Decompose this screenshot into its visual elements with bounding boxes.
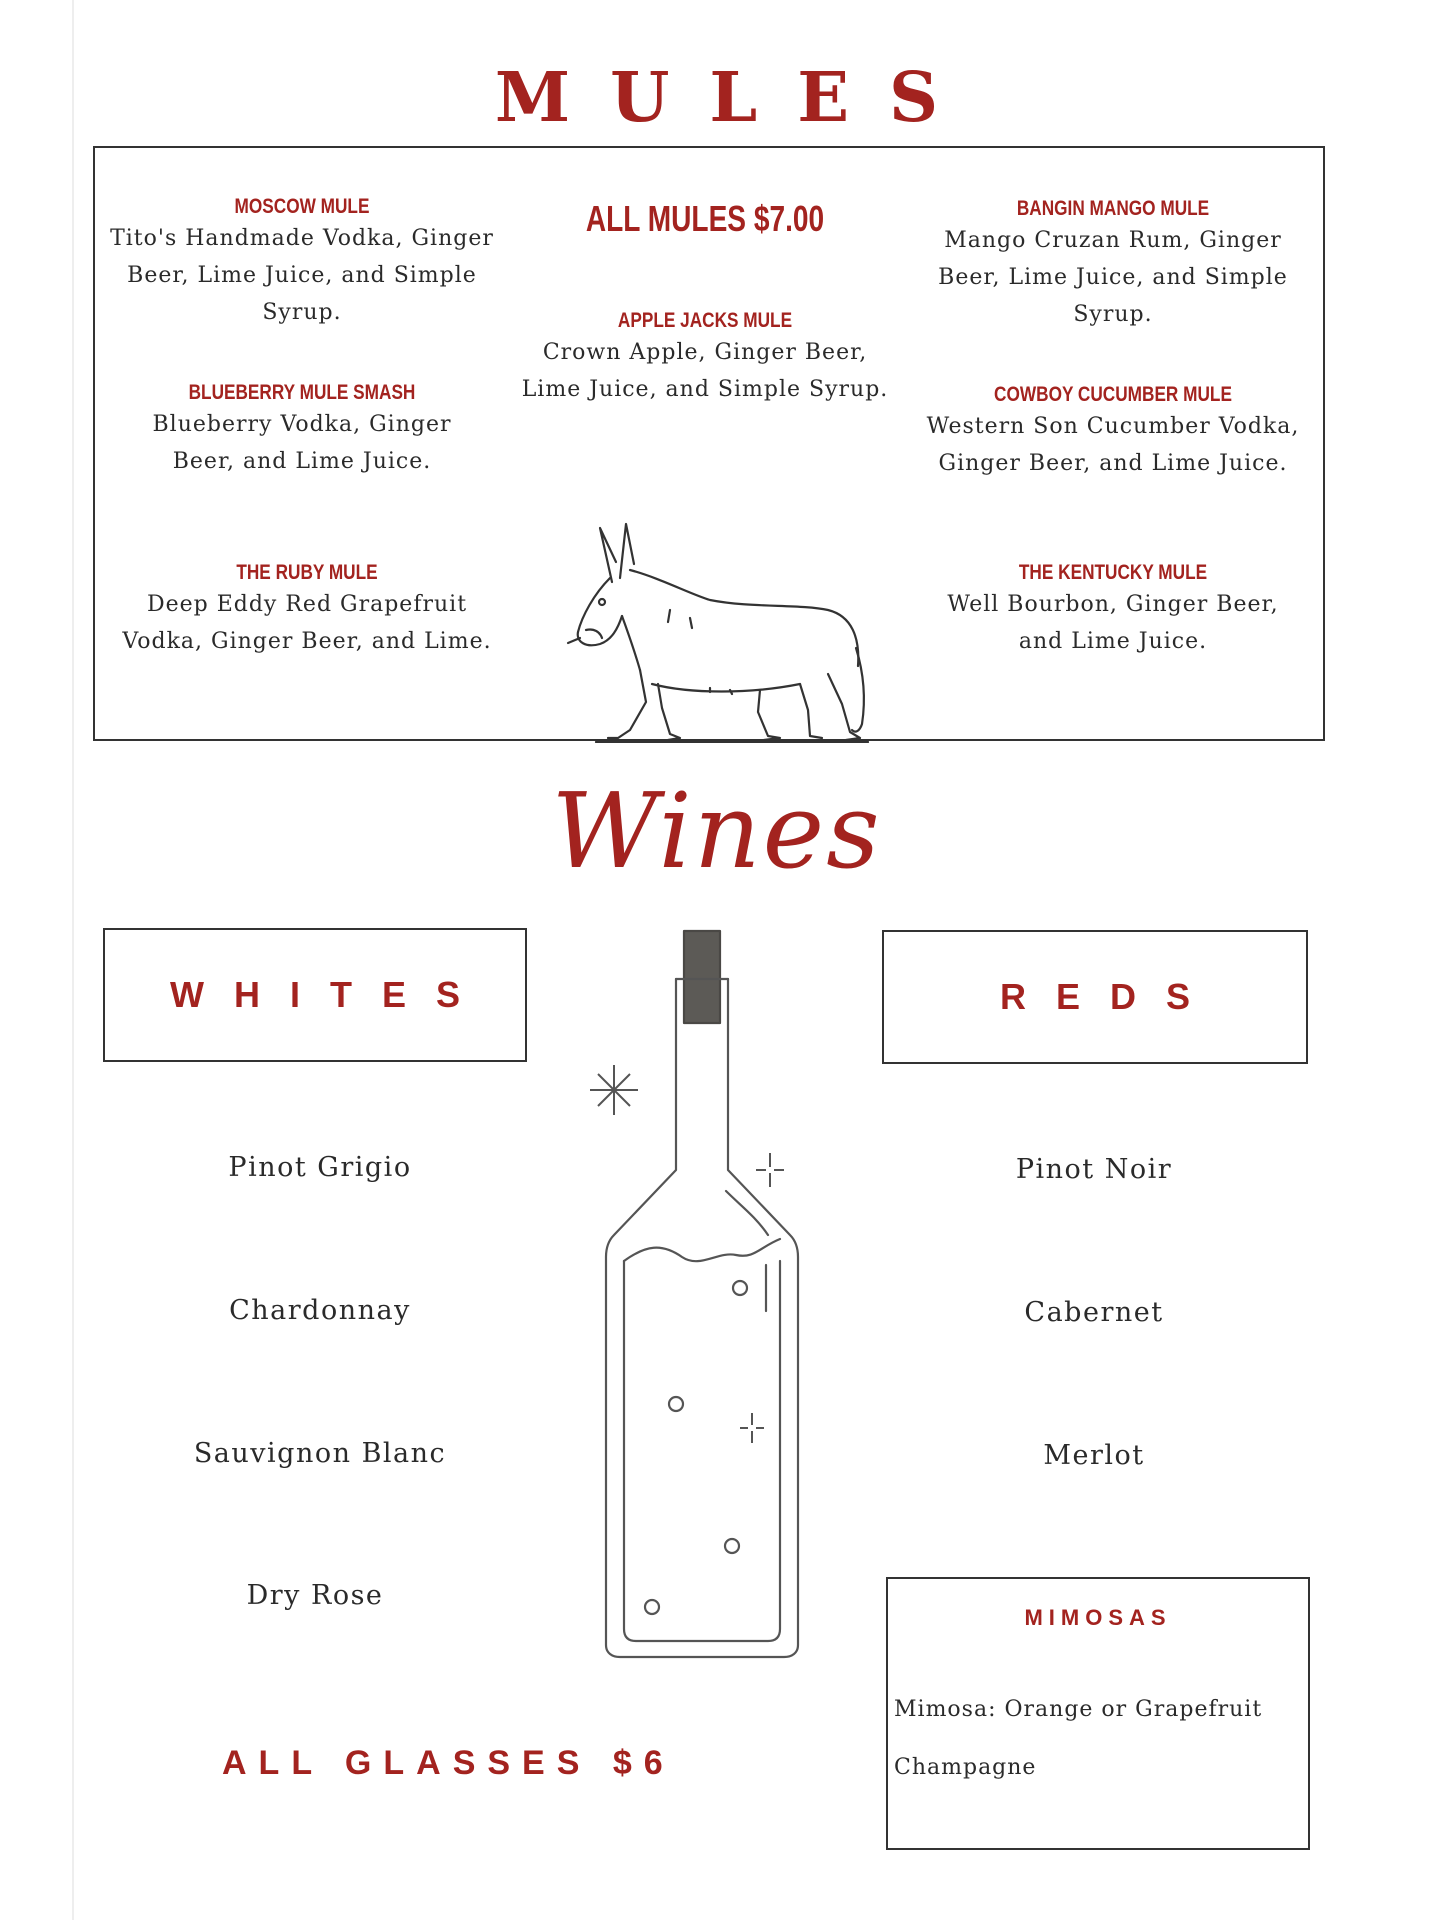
mimosa-line-2: Champagne [894,1755,1037,1780]
mimosa-line-1: Mimosa: Orange or Grapefruit [894,1697,1263,1722]
drink-name: APPLE JACKS MULE [617,309,793,332]
all-glasses-price: ALL GLASSES $6 [222,1744,675,1782]
mimosas-title: MIMOSAS [1024,1605,1172,1630]
price-note: ALL MULES $7.00 [585,198,825,239]
whites-header-box [103,928,527,1062]
donkey-illustration [560,498,880,743]
drink-desc: Deep Eddy Red Grapefruit Vodka, Ginger Beer, and Lime. [122,592,492,654]
drink-bangin-mango-mule [913,196,1313,333]
drink-cowboy-cucumber-mule [913,382,1313,482]
drink-name: THE RUBY MULE [236,561,378,584]
white-wine-item: Sauvignon Blanc [193,1438,447,1469]
all-mules-price [505,198,905,240]
white-wine-item: Dry Rose [246,1580,384,1611]
white-wine-item: Pinot Grigio [228,1152,412,1183]
drink-ruby-mule [107,560,507,660]
mimosas-box [886,1577,1310,1850]
mules-box [93,146,1325,741]
wines-title: Wines [551,770,882,892]
drink-desc: Mango Cruzan Rum, Ginger Beer, Lime Juice, and Simple Syrup. [938,228,1288,327]
whites-label: WHITES [170,974,490,1015]
drink-name: BANGIN MANGO MULE [1016,197,1210,220]
drink-name: MOSCOW MULE [234,195,370,218]
drink-desc: Tito's Handmade Vodka, Ginger Beer, Lime Juice, and Simple Syrup. [110,226,494,325]
drink-name: COWBOY CUCUMBER MULE [994,383,1232,406]
red-wine-item: Pinot Noir [1015,1154,1173,1185]
sparkle-icon [590,1065,784,1443]
white-wine-item: Chardonnay [229,1295,411,1326]
drink-moscow-mule [107,194,497,331]
mules-title: MULES [494,58,979,138]
drink-desc: Western Son Cucumber Vodka, Ginger Beer, and Lime Juice. [926,414,1300,476]
red-wine-item: Cabernet [1024,1297,1164,1328]
drink-kentucky-mule [913,560,1313,660]
drink-desc: Well Bourbon, Ginger Beer, and Lime Juice. [947,592,1279,654]
wine-bottle-illustration [590,925,820,1660]
drink-blueberry-mule-smash [107,380,497,480]
reds-label: REDS [999,976,1221,1017]
drink-apple-jacks-mule [510,308,900,408]
red-wine-item: Merlot [1043,1440,1145,1471]
drink-name: THE KENTUCKY MULE [1018,561,1208,584]
drink-name: BLUEBERRY MULE SMASH [188,381,416,404]
drink-desc: Blueberry Vodka, Ginger Beer, and Lime Juice. [152,412,452,474]
page-edge [72,0,74,1920]
reds-header-box [882,930,1308,1064]
drink-desc: Crown Apple, Ginger Beer, Lime Juice, and Simple Syrup. [521,340,889,402]
